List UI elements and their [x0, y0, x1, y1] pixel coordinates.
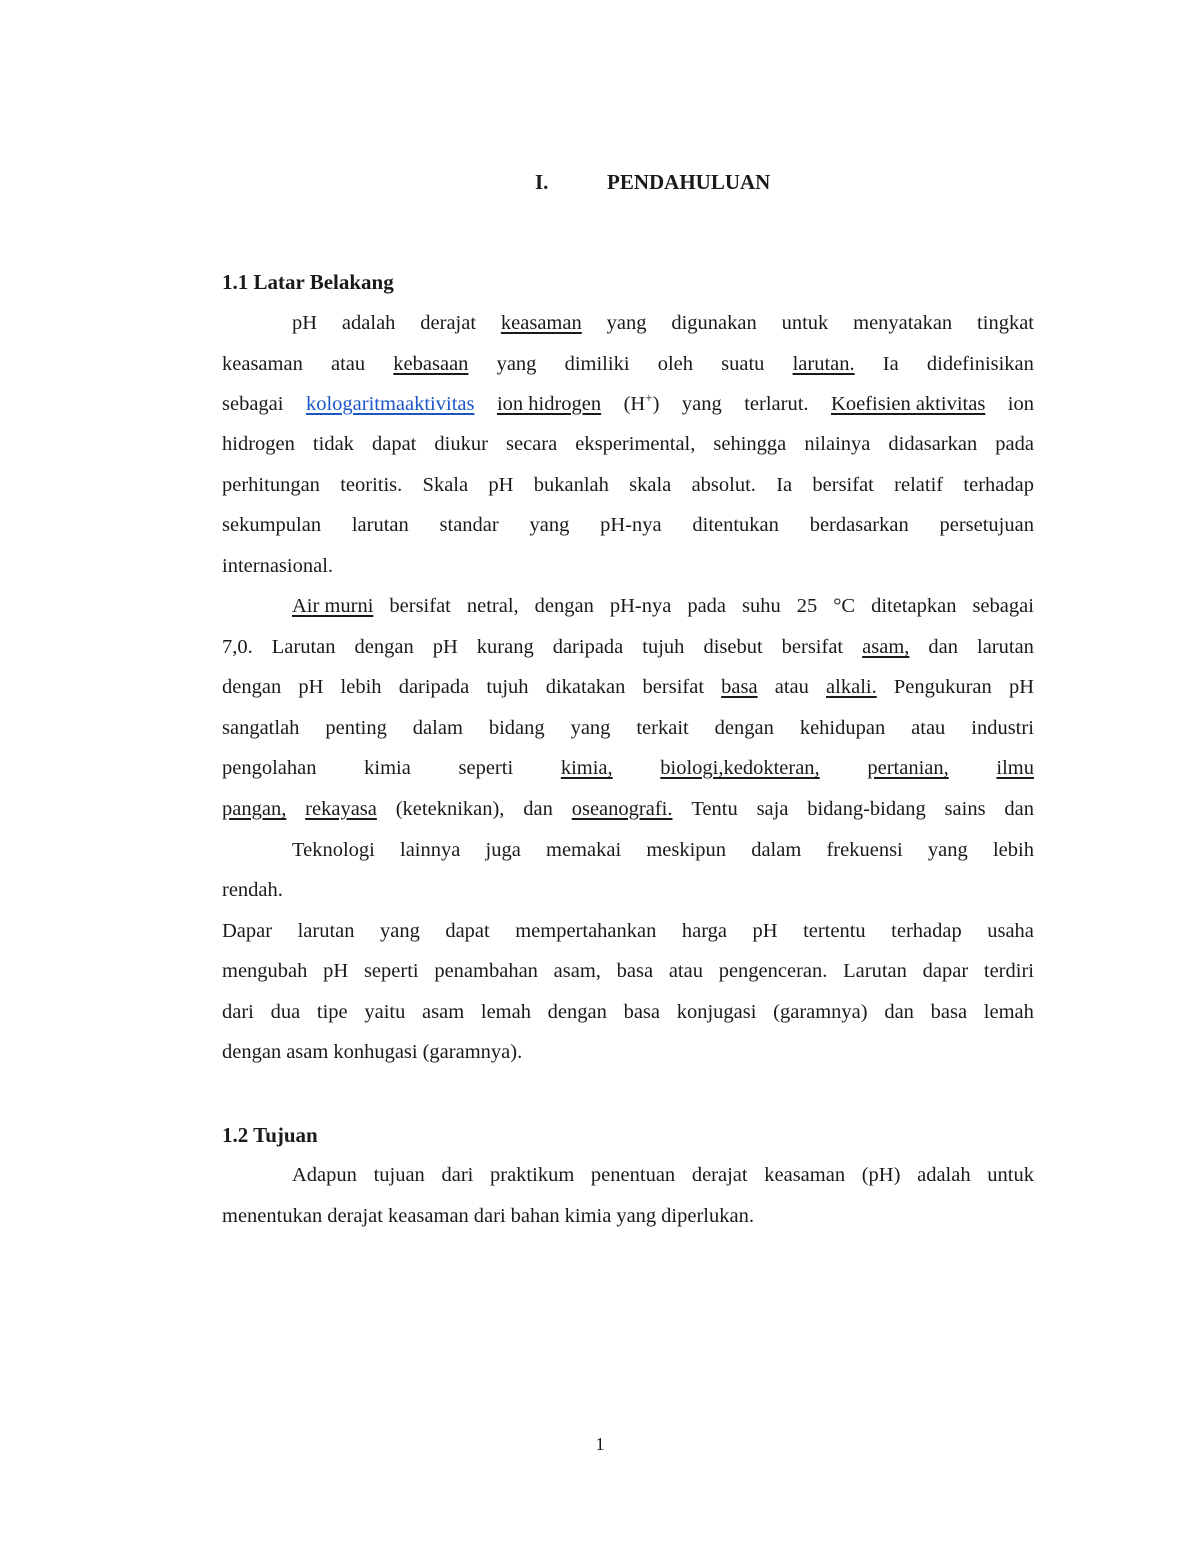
word: memakai: [546, 839, 622, 861]
word: meskipun: [646, 839, 727, 861]
word: pengolahan: [222, 757, 317, 779]
word: bahan: [510, 1205, 560, 1227]
word: atau: [911, 717, 946, 739]
text-line: [222, 876, 1034, 904]
word: lainnya: [400, 839, 461, 861]
word: kehidupan: [799, 717, 886, 739]
word: teoritis.: [340, 474, 403, 496]
text-line: [292, 836, 1034, 864]
word: perhitungan: [222, 474, 320, 496]
link-asam[interactable]: asam,: [862, 636, 910, 658]
word: dan: [1004, 798, 1034, 820]
word: dari: [473, 1205, 506, 1227]
word: derajat: [691, 1164, 748, 1186]
word: seperti: [458, 757, 514, 779]
word: keasaman: [764, 1164, 846, 1186]
word: (garamnya).: [422, 1041, 523, 1063]
text-line: [222, 350, 1034, 378]
word: juga: [485, 839, 521, 861]
word: atau: [330, 353, 366, 375]
word: lemah: [983, 1001, 1034, 1023]
link-ion-hidrogen[interactable]: ion hidrogen: [496, 393, 602, 415]
word: didefinisikan: [926, 353, 1034, 375]
text-line: [222, 714, 1034, 742]
section-heading-tujuan: 1.2 Tujuan: [222, 1123, 318, 1147]
word: Ia: [776, 474, 793, 496]
word: dengan: [354, 636, 414, 658]
word: pH: [1008, 676, 1034, 698]
word: bukanlah: [533, 474, 609, 496]
word: menyatakan: [853, 312, 953, 334]
word: derajat: [420, 312, 477, 334]
word: terlarut.: [744, 393, 809, 415]
word: standar: [439, 514, 499, 536]
word: disebut: [703, 636, 763, 658]
word: berdasarkan: [809, 514, 909, 536]
word: tidak: [312, 433, 354, 455]
word: 25: [796, 595, 818, 617]
word: untuk: [781, 312, 829, 334]
word: pH-nya: [609, 595, 672, 617]
word: bersifat: [781, 636, 844, 658]
word: °C: [833, 595, 856, 617]
word: dengan: [534, 595, 594, 617]
link-pertanian[interactable]: pertanian,: [867, 757, 949, 779]
word: pengenceran.: [718, 960, 828, 982]
word: dan: [928, 636, 958, 658]
text-line: [222, 957, 1034, 985]
link-kimia[interactable]: kimia,: [560, 757, 613, 779]
word: pada: [995, 433, 1034, 455]
word: atau: [774, 676, 809, 698]
word: Ia: [882, 353, 899, 375]
word: dalam: [751, 839, 802, 861]
word: mengubah: [222, 960, 308, 982]
word: bersifat: [642, 676, 705, 698]
word: frekuensi: [826, 839, 903, 861]
word: dengan: [547, 1001, 607, 1023]
text-line: [222, 673, 1034, 701]
word: sebagai: [972, 595, 1034, 617]
word: yang: [681, 393, 722, 415]
word: tipe: [316, 1001, 348, 1023]
word: dua: [270, 1001, 301, 1023]
text-line: [222, 754, 1034, 782]
chapter-title: PENDAHULUAN: [607, 170, 771, 194]
text-line: [292, 309, 1034, 337]
text-line: [222, 511, 1034, 539]
word: (pH): [861, 1164, 901, 1186]
word: lebih: [340, 676, 382, 698]
word: keasaman: [222, 353, 303, 375]
word: ditentukan: [692, 514, 779, 536]
word: persetujuan: [939, 514, 1034, 536]
word: sangatlah: [222, 717, 300, 739]
word: Skala: [422, 474, 469, 496]
word: yang: [529, 514, 570, 536]
word: yang: [496, 353, 537, 375]
word: Tentu: [691, 798, 738, 820]
word: menentukan: [222, 1205, 323, 1227]
word: dengan: [222, 676, 282, 698]
word: yang: [570, 717, 611, 739]
word: usaha: [987, 920, 1034, 942]
word: daripada: [398, 676, 470, 698]
text-line: [222, 430, 1034, 458]
word: Pengukuran: [893, 676, 992, 698]
word: basa: [930, 1001, 968, 1023]
text-line: [292, 592, 1034, 620]
link-larutan[interactable]: larutan.: [792, 353, 855, 375]
word: adalah: [917, 1164, 971, 1186]
word: pada: [687, 595, 727, 617]
word: eksperimental,: [575, 433, 696, 455]
word: untuk: [987, 1164, 1034, 1186]
word: dapar: [922, 960, 969, 982]
word: larutan: [297, 920, 355, 942]
link-biologi-kedokteran[interactable]: biologi,kedokteran,: [660, 757, 820, 779]
word: harga: [681, 920, 728, 942]
word: adalah: [341, 312, 396, 334]
word: konhugasi: [333, 1041, 418, 1063]
word: dan: [884, 1001, 914, 1023]
word: pH: [432, 636, 458, 658]
word: sains: [944, 798, 986, 820]
word: bersifat: [812, 474, 874, 496]
link-kebasaan[interactable]: kebasaan: [393, 353, 469, 375]
word: hidrogen: [222, 433, 295, 455]
word: netral,: [466, 595, 519, 617]
word: dari: [441, 1164, 474, 1186]
word: asam: [422, 1001, 465, 1023]
word: dan: [523, 798, 553, 820]
link-alkali[interactable]: alkali.: [826, 676, 877, 698]
word: bidang-bidang: [807, 798, 926, 820]
page-number: 1: [595, 1434, 605, 1454]
word: asam: [286, 1041, 329, 1063]
word: suatu: [721, 353, 765, 375]
word: industri: [971, 717, 1034, 739]
word: kimia: [364, 757, 411, 779]
word: dikatakan: [545, 676, 626, 698]
word: terhadap: [891, 920, 962, 942]
word: diukur: [434, 433, 488, 455]
word: suhu: [742, 595, 781, 617]
word: konjugasi: [676, 1001, 757, 1023]
word: ion: [1007, 393, 1034, 415]
word: mempertahankan: [515, 920, 657, 942]
word: dengan: [222, 1041, 282, 1063]
text-line: [222, 471, 1034, 499]
word: asam,: [553, 960, 601, 982]
word: daripada: [552, 636, 624, 658]
word: Dapar: [222, 920, 273, 942]
word: 7,0.: [222, 636, 253, 658]
word: dapat: [445, 920, 490, 942]
word: larutan: [351, 514, 409, 536]
word: tujuan: [373, 1164, 425, 1186]
section-heading-latar-belakang: 1.1 Latar Belakang: [222, 270, 394, 294]
word: tertentu: [803, 920, 866, 942]
word: didasarkan: [888, 433, 978, 455]
word: pH: [292, 312, 318, 334]
text-line: [222, 390, 1034, 418]
text-line: [222, 633, 1034, 661]
word: Larutan: [271, 636, 336, 658]
text-line: [222, 795, 1034, 823]
link-basa[interactable]: basa: [721, 676, 758, 698]
word: saja: [756, 798, 789, 820]
word: relatif: [894, 474, 944, 496]
word: yang: [927, 839, 968, 861]
word: bidang: [488, 717, 545, 739]
word: sebagai: [222, 393, 284, 415]
word: pH: [488, 474, 514, 496]
hydrogen-ion-symbol: (H+): [623, 390, 660, 415]
word: dalam: [412, 717, 463, 739]
word: terdiri: [983, 960, 1034, 982]
word: oleh: [657, 353, 693, 375]
word: tujuh: [642, 636, 685, 658]
word: pH: [298, 676, 324, 698]
word: ditetapkan: [871, 595, 957, 617]
word: atau: [668, 960, 703, 982]
text-line: [222, 998, 1034, 1026]
word: derajat: [327, 1205, 383, 1227]
word: pH: [323, 960, 349, 982]
word: terhadap: [963, 474, 1034, 496]
word: secara: [506, 433, 558, 455]
word: dari: [222, 1001, 254, 1023]
word: basa: [616, 960, 654, 982]
word: dapat: [371, 433, 417, 455]
link-pangan[interactable]: pangan,: [222, 798, 287, 820]
word: pH: [752, 920, 778, 942]
text-line: [292, 1161, 1034, 1189]
word: penting: [325, 717, 387, 739]
chapter-number: I.: [535, 170, 549, 194]
word: lemah: [480, 1001, 531, 1023]
word: rendah.: [222, 879, 283, 901]
link-koefisien-aktivitas[interactable]: Koefisien aktivitas: [831, 393, 986, 415]
word: Larutan: [843, 960, 907, 982]
word: basa: [623, 1001, 661, 1023]
link-rekayasa[interactable]: rekayasa: [305, 798, 377, 820]
word: larutan: [977, 636, 1034, 658]
word: sekumpulan: [222, 514, 322, 536]
word: dengan: [714, 717, 774, 739]
word: Teknologi: [292, 839, 375, 861]
word: terkait: [636, 717, 689, 739]
link-ilmu[interactable]: ilmu: [996, 757, 1034, 779]
word: bersifat: [389, 595, 451, 617]
word: seperti: [363, 960, 419, 982]
word: tingkat: [977, 312, 1034, 334]
text-line: [222, 552, 1034, 580]
link-kologaritmaaktivitas[interactable]: kologaritmaaktivitas: [305, 393, 475, 415]
word: absolut.: [691, 474, 756, 496]
word: diperlukan.: [661, 1205, 754, 1227]
word: tujuh: [486, 676, 529, 698]
word: yaitu: [364, 1001, 406, 1023]
word: kimia: [564, 1205, 612, 1227]
word: digunakan: [671, 312, 757, 334]
word: yang: [616, 1205, 657, 1227]
word: nilainya: [804, 433, 871, 455]
text-line: [222, 1038, 1034, 1066]
word: internasional.: [222, 555, 334, 577]
word: yang: [379, 920, 420, 942]
word: penentuan: [590, 1164, 676, 1186]
link-keasaman[interactable]: keasaman: [500, 312, 582, 334]
word: penambahan: [434, 960, 538, 982]
word: pH-nya: [600, 514, 662, 536]
link-air-murni[interactable]: Air murni: [292, 595, 374, 617]
text-line: [222, 1202, 1034, 1230]
word: (garamnya): [773, 1001, 868, 1023]
word: dimiliki: [564, 353, 630, 375]
word: (keteknikan),: [395, 798, 505, 820]
word: sehingga: [713, 433, 787, 455]
word: skala: [629, 474, 672, 496]
word: yang: [606, 312, 647, 334]
word: Adapun: [292, 1164, 357, 1186]
word: kurang: [476, 636, 534, 658]
word: praktikum: [490, 1164, 575, 1186]
word: lebih: [992, 839, 1034, 861]
link-oseanografi[interactable]: oseanografi.: [571, 798, 673, 820]
word: keasaman: [387, 1205, 469, 1227]
text-line: [222, 917, 1034, 945]
